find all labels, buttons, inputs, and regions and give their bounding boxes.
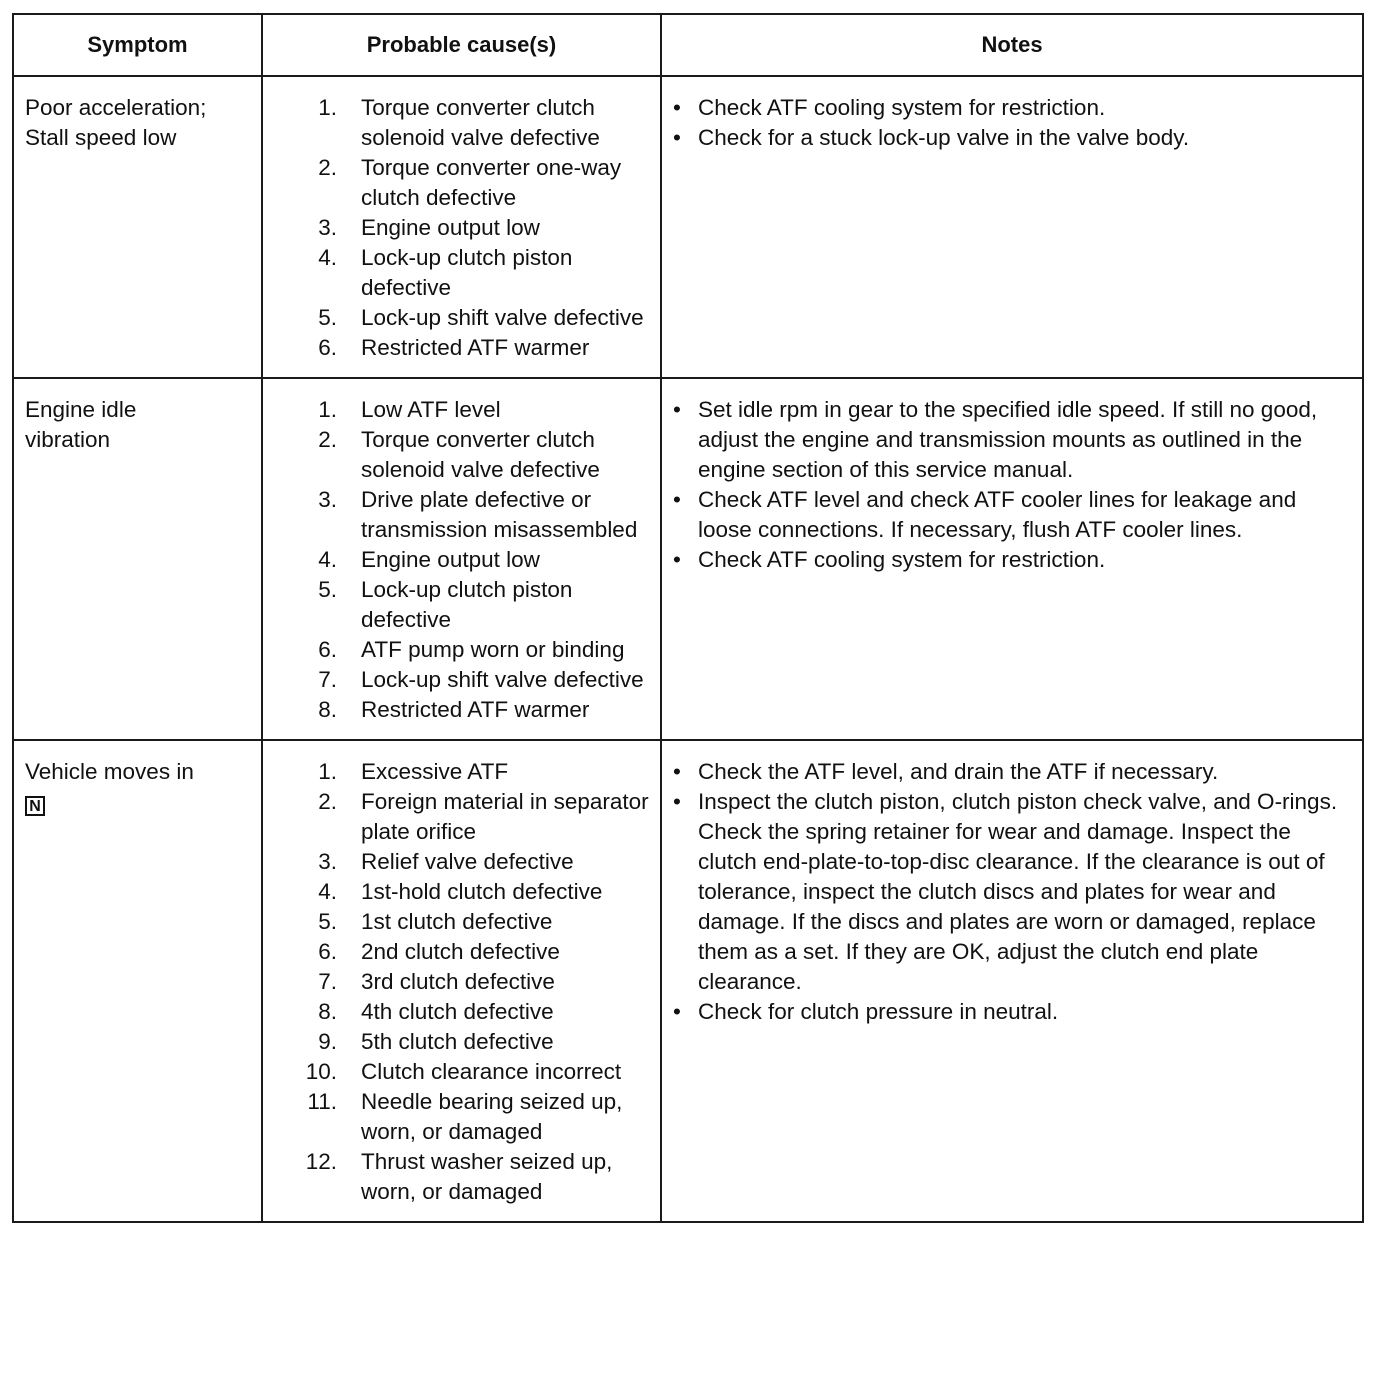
cause-text: Thrust washer seized up, worn, or damaged — [361, 1149, 613, 1204]
bullet-icon: • — [673, 999, 681, 1024]
notes-cell — [661, 378, 1363, 740]
causes-list — [274, 757, 650, 1207]
cause-item — [274, 937, 650, 967]
cause-number: 5. — [318, 909, 337, 934]
cause-item — [274, 1087, 650, 1147]
cause-text: 4th clutch defective — [361, 999, 554, 1024]
cause-number: 12. — [305, 1149, 337, 1174]
cause-item — [274, 847, 650, 877]
cause-text: ATF pump worn or binding — [361, 637, 625, 662]
cause-text: Torque converter clutch solenoid valve defective — [361, 95, 600, 150]
cause-number: 3. — [318, 849, 337, 874]
cause-text: Lock-up clutch piston defective — [361, 245, 573, 300]
note-item — [673, 485, 1352, 545]
cause-text: Lock-up clutch piston defective — [361, 577, 573, 632]
cause-number: 1. — [318, 397, 337, 422]
cause-text: Foreign material in separator plate orifice — [361, 789, 649, 844]
table-header — [13, 14, 1363, 76]
cause-text: 5th clutch defective — [361, 1029, 554, 1054]
cause-text: Lock-up shift valve defective — [361, 305, 644, 330]
cause-item — [274, 1147, 650, 1207]
symptom-cell — [13, 378, 262, 740]
cause-item — [274, 485, 650, 545]
header-row — [13, 14, 1363, 76]
bullet-icon: • — [673, 547, 681, 572]
cause-number: 6. — [318, 637, 337, 662]
cause-number: 4. — [318, 547, 337, 572]
cause-number: 11. — [307, 1089, 337, 1114]
cause-number: 8. — [318, 999, 337, 1024]
cause-item — [274, 1057, 650, 1087]
cause-number: 2. — [318, 789, 337, 814]
cause-number: 3. — [318, 487, 337, 512]
note-item — [673, 787, 1352, 997]
cause-item — [274, 635, 650, 665]
notes-list — [673, 757, 1352, 1027]
cause-item — [274, 997, 650, 1027]
cause-text: 1st clutch defective — [361, 909, 553, 934]
header-notes: Notes — [661, 14, 1363, 76]
causes-cell — [262, 76, 661, 378]
note-item — [673, 395, 1352, 485]
cause-number: 1. — [318, 95, 337, 120]
cause-number: 2. — [318, 155, 337, 180]
cause-text: Lock-up shift valve defective — [361, 667, 644, 692]
causes-cell — [262, 740, 661, 1222]
cause-text: Needle bearing seized up, worn, or damaged — [361, 1089, 623, 1144]
cause-item — [274, 395, 650, 425]
table-row — [13, 378, 1363, 740]
cause-text: Restricted ATF warmer — [361, 335, 590, 360]
cause-number: 5. — [318, 305, 337, 330]
cause-number: 7. — [318, 667, 337, 692]
cause-text: Excessive ATF — [361, 759, 509, 784]
cause-text: Drive plate defective or transmission misassembled — [361, 487, 638, 542]
cause-item — [274, 665, 650, 695]
cause-item — [274, 967, 650, 997]
cause-text: Engine output low — [361, 215, 540, 240]
cause-number: 9. — [318, 1029, 337, 1054]
cause-number: 5. — [318, 577, 337, 602]
cause-item — [274, 787, 650, 847]
cause-item — [274, 93, 650, 153]
note-text: Set idle rpm in gear to the specified idle speed. If still no good, adjust the engine and transmission mounts as outlined in the engine section of this service manual. — [698, 397, 1318, 482]
symptom-text: Vehicle moves in — [25, 759, 194, 784]
note-item — [673, 93, 1352, 123]
notes-cell — [661, 740, 1363, 1222]
cause-item — [274, 153, 650, 213]
symptom-text: Poor acceleration; Stall speed low — [25, 95, 207, 150]
bullet-icon: • — [673, 125, 681, 150]
cause-number: 1. — [318, 759, 337, 784]
cause-number: 2. — [318, 427, 337, 452]
cause-text: Clutch clearance incorrect — [361, 1059, 622, 1084]
troubleshooting-table — [12, 13, 1364, 1223]
cause-text: Relief valve defective — [361, 849, 574, 874]
causes-list — [274, 395, 650, 725]
cause-number: 3. — [318, 215, 337, 240]
cause-number: 4. — [318, 245, 337, 270]
notes-list — [673, 395, 1352, 575]
note-text: Check for a stuck lock-up valve in the valve body. — [698, 125, 1190, 150]
note-text: Inspect the clutch piston, clutch piston check valve, and O-rings. Check the spring retainer for wear and damage. Inspect the clutch end-plate-to-top-disc clearance. If the clearance is out of tolerance, inspect the clutch discs and plates for wear and damage. If the discs and plates are worn or damaged, replace them as a set. If they are OK, adjust the clutch end plate clearance. — [698, 789, 1338, 994]
cause-number: 8. — [318, 697, 337, 722]
cause-text: Low ATF level — [361, 397, 501, 422]
note-text: Check the ATF level, and drain the ATF if necessary. — [698, 759, 1219, 784]
symptom-text: Engine idle vibration — [25, 397, 137, 452]
note-text: Check ATF cooling system for restriction. — [698, 95, 1106, 120]
cause-item — [274, 243, 650, 303]
notes-cell — [661, 76, 1363, 378]
bullet-icon: • — [673, 487, 681, 512]
note-item — [673, 545, 1352, 575]
cause-item — [274, 877, 650, 907]
neutral-gear-icon: N — [25, 796, 45, 816]
cause-item — [274, 213, 650, 243]
cause-number: 7. — [318, 969, 337, 994]
cause-item — [274, 303, 650, 333]
bullet-icon: • — [673, 759, 681, 784]
note-text: Check ATF cooling system for restriction. — [698, 547, 1106, 572]
cause-text: Engine output low — [361, 547, 540, 572]
cause-item — [274, 545, 650, 575]
header-probable-causes: Probable cause(s) — [262, 14, 661, 76]
note-text: Check ATF level and check ATF cooler lines for leakage and loose connections. If necessary, flush ATF cooler lines. — [698, 487, 1297, 542]
cause-item — [274, 575, 650, 635]
bullet-icon: • — [673, 397, 681, 422]
cause-text: 2nd clutch defective — [361, 939, 560, 964]
cause-number: 4. — [318, 879, 337, 904]
note-item — [673, 757, 1352, 787]
cause-item — [274, 333, 650, 363]
note-item — [673, 123, 1352, 153]
cause-text: 3rd clutch defective — [361, 969, 555, 994]
cause-item — [274, 757, 650, 787]
table-row — [13, 76, 1363, 378]
cause-item — [274, 695, 650, 725]
table-body — [13, 76, 1363, 1222]
cause-item — [274, 907, 650, 937]
cause-number: 6. — [318, 939, 337, 964]
cause-text: Torque converter one-way clutch defective — [361, 155, 622, 210]
bullet-icon: • — [673, 95, 681, 120]
header-symptom: Symptom — [13, 14, 262, 76]
cause-text: Restricted ATF warmer — [361, 697, 590, 722]
cause-text: Torque converter clutch solenoid valve defective — [361, 427, 600, 482]
note-text: Check for clutch pressure in neutral. — [698, 999, 1059, 1024]
cause-number: 6. — [318, 335, 337, 360]
causes-cell — [262, 378, 661, 740]
notes-list — [673, 93, 1352, 153]
cause-number: 10. — [305, 1059, 337, 1084]
note-item — [673, 997, 1352, 1027]
symptom-cell — [13, 76, 262, 378]
causes-list — [274, 93, 650, 363]
cause-item — [274, 425, 650, 485]
cause-text: 1st-hold clutch defective — [361, 879, 603, 904]
symptom-cell — [13, 740, 262, 1222]
cause-item — [274, 1027, 650, 1057]
bullet-icon: • — [673, 789, 681, 814]
table-row — [13, 740, 1363, 1222]
